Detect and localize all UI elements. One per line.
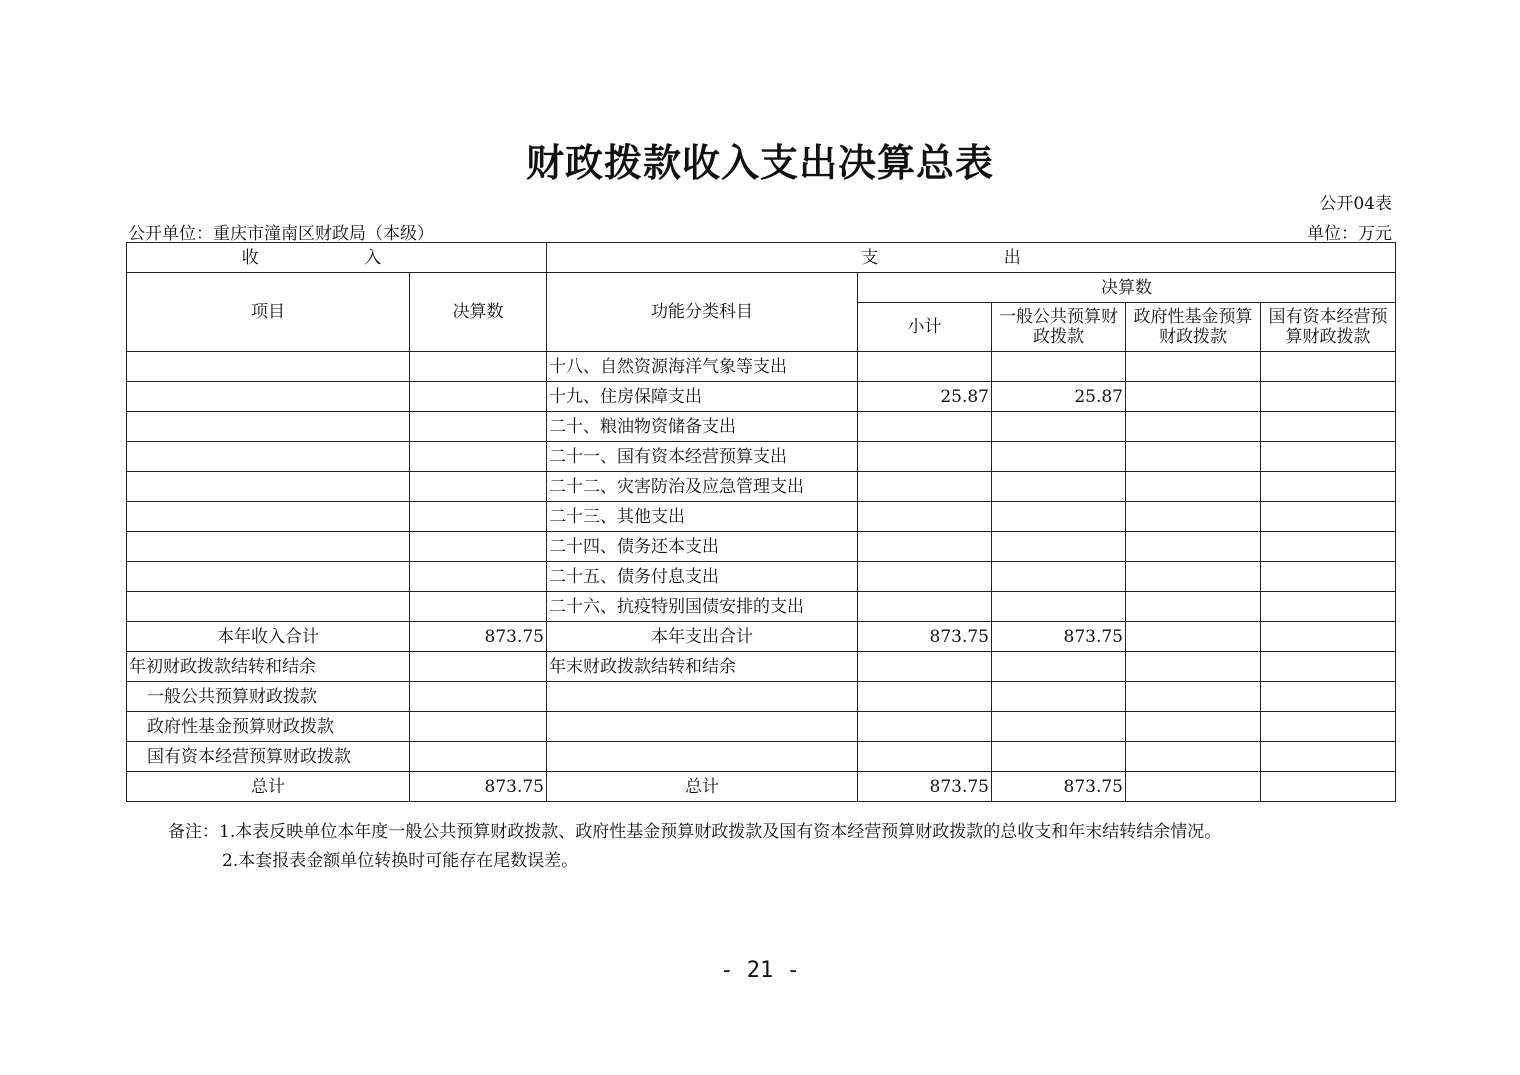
fund-budget-cell [1126, 442, 1261, 472]
year-income-amount: 873.75 [410, 622, 547, 652]
general-budget-amount [410, 682, 547, 712]
income-item-cell [127, 442, 410, 472]
page-number: - 21 - [720, 958, 800, 983]
income-amount-cell [410, 502, 547, 532]
fund-budget-cell [1126, 592, 1261, 622]
fund-budget-label: 政府性基金预算财政拨款 [127, 712, 410, 742]
income-item-cell [127, 412, 410, 442]
income-amount-cell [410, 532, 547, 562]
table-row [127, 592, 1396, 622]
state-capital-cell [1261, 412, 1396, 442]
blank-cell [992, 682, 1126, 712]
reporting-unit: 公开单位：重庆市潼南区财政局（本级） [128, 224, 434, 244]
fund-budget-cell [1126, 562, 1261, 592]
fund-budget-cell [1126, 352, 1261, 382]
subtotal-cell [858, 412, 992, 442]
grand-expense-label: 总计 [547, 772, 858, 802]
item-header: 项目 [127, 273, 410, 352]
table-row [127, 382, 1396, 412]
fund-budget-amount [410, 712, 547, 742]
general-budget-cell [992, 352, 1126, 382]
grand-expense-capital [1261, 772, 1396, 802]
year-income-label: 本年收入合计 [127, 622, 410, 652]
income-item-cell [127, 562, 410, 592]
table-row [127, 502, 1396, 532]
settlement-header: 决算数 [410, 273, 547, 352]
expense-item-cell: 十九、住房保障支出 [547, 382, 858, 412]
fund-budget-cell [1126, 502, 1261, 532]
settlement-table [126, 242, 1396, 802]
settlement-group-header: 决算数 [858, 273, 1396, 303]
general-budget-cell [992, 412, 1126, 442]
expense-item-cell: 二十一、国有资本经营预算支出 [547, 442, 858, 472]
state-capital-cell [1261, 502, 1396, 532]
general-budget-cell [992, 532, 1126, 562]
table-row [127, 352, 1396, 382]
fund-budget-cell [1126, 472, 1261, 502]
income-amount-cell [410, 592, 547, 622]
state-capital-cell [1261, 352, 1396, 382]
income-item-cell [127, 532, 410, 562]
blank-cell [1261, 712, 1396, 742]
income-item-cell [127, 382, 410, 412]
form-number: 公开04表 [1319, 194, 1392, 214]
blank-cell [547, 712, 858, 742]
income-item-cell [127, 472, 410, 502]
subtotal-cell [858, 442, 992, 472]
general-budget-label: 一般公共预算财政拨款 [127, 682, 410, 712]
fund-budget-header: 政府性基金预算财政拨款 [1126, 303, 1261, 352]
income-item-cell [127, 592, 410, 622]
end-balance-general [992, 652, 1126, 682]
blank-cell [1261, 682, 1396, 712]
function-class-header: 功能分类科目 [547, 273, 858, 352]
subtotal-cell [858, 352, 992, 382]
expense-item-cell: 十八、自然资源海洋气象等支出 [547, 352, 858, 382]
income-amount-cell [410, 382, 547, 412]
income-amount-cell [410, 412, 547, 442]
blank-cell [1126, 712, 1261, 742]
blank-cell [1126, 742, 1261, 772]
year-expense-capital [1261, 622, 1396, 652]
state-capital-cell [1261, 442, 1396, 472]
grand-expense-subtotal: 873.75 [858, 772, 992, 802]
end-balance-label: 年末财政拨款结转和结余 [547, 652, 858, 682]
state-capital-cell [1261, 562, 1396, 592]
subtotal-header: 小计 [858, 303, 992, 352]
income-amount-cell [410, 472, 547, 502]
expense-item-cell: 二十、粮油物资储备支出 [547, 412, 858, 442]
expense-item-cell: 二十三、其他支出 [547, 502, 858, 532]
begin-balance-amount [410, 652, 547, 682]
income-amount-cell [410, 442, 547, 472]
state-capital-label: 国有资本经营预算财政拨款 [127, 742, 410, 772]
state-capital-header: 国有资本经营预算财政拨款 [1261, 303, 1396, 352]
table-row [127, 442, 1396, 472]
year-expense-general: 873.75 [992, 622, 1126, 652]
income-header: 收 入 [127, 243, 547, 273]
table-row [127, 562, 1396, 592]
fund-budget-cell [1126, 412, 1261, 442]
blank-cell [858, 682, 992, 712]
subtotal-cell [858, 472, 992, 502]
begin-balance-label: 年初财政拨款结转和结余 [127, 652, 410, 682]
year-expense-subtotal: 873.75 [858, 622, 992, 652]
end-balance-subtotal [858, 652, 992, 682]
blank-cell [1126, 682, 1261, 712]
note-1: 备注：1.本表反映单位本年度一般公共预算财政拨款、政府性基金预算财政拨款及国有资本经营预算财政拨款的总收支和年末结转结余情况。 [168, 822, 1222, 842]
blank-cell [992, 712, 1126, 742]
page-title: 财政拨款收入支出决算总表 [525, 140, 994, 185]
general-budget-cell [992, 562, 1126, 592]
general-budget-cell [992, 442, 1126, 472]
blank-cell [858, 712, 992, 742]
general-budget-cell [992, 502, 1126, 532]
subtotal-cell [858, 562, 992, 592]
grand-expense-general: 873.75 [992, 772, 1126, 802]
expense-item-cell: 二十六、抗疫特别国债安排的支出 [547, 592, 858, 622]
grand-expense-fund [1126, 772, 1261, 802]
state-capital-amount [410, 742, 547, 772]
end-balance-capital [1261, 652, 1396, 682]
income-item-cell [127, 352, 410, 382]
state-capital-cell [1261, 592, 1396, 622]
blank-cell [858, 742, 992, 772]
subtotal-cell [858, 592, 992, 622]
general-budget-cell: 25.87 [992, 382, 1126, 412]
table-row [127, 412, 1396, 442]
table-row [127, 532, 1396, 562]
blank-cell [547, 682, 858, 712]
blank-cell [547, 742, 858, 772]
state-capital-cell [1261, 532, 1396, 562]
income-item-cell [127, 502, 410, 532]
blank-cell [1261, 742, 1396, 772]
table-row [127, 472, 1396, 502]
end-balance-fund [1126, 652, 1261, 682]
fund-budget-cell [1126, 532, 1261, 562]
grand-income-amount: 873.75 [410, 772, 547, 802]
general-budget-cell [992, 472, 1126, 502]
blank-cell [992, 742, 1126, 772]
expense-item-cell: 二十五、债务付息支出 [547, 562, 858, 592]
subtotal-cell [858, 502, 992, 532]
income-amount-cell [410, 352, 547, 382]
expense-item-cell: 二十二、灾害防治及应急管理支出 [547, 472, 858, 502]
year-expense-label: 本年支出合计 [547, 622, 858, 652]
income-amount-cell [410, 562, 547, 592]
grand-total-label: 总计 [127, 772, 410, 802]
year-expense-fund [1126, 622, 1261, 652]
expense-header: 支 出 [547, 243, 1396, 273]
subtotal-cell: 25.87 [858, 382, 992, 412]
general-budget-cell [992, 592, 1126, 622]
state-capital-cell [1261, 382, 1396, 412]
expense-item-cell: 二十四、债务还本支出 [547, 532, 858, 562]
fund-budget-cell [1126, 382, 1261, 412]
subtotal-cell [858, 532, 992, 562]
note-2: 2.本套报表金额单位转换时可能存在尾数误差。 [222, 851, 579, 871]
state-capital-cell [1261, 472, 1396, 502]
currency-unit: 单位：万元 [1307, 224, 1392, 244]
general-budget-header: 一般公共预算财政拨款 [992, 303, 1126, 352]
